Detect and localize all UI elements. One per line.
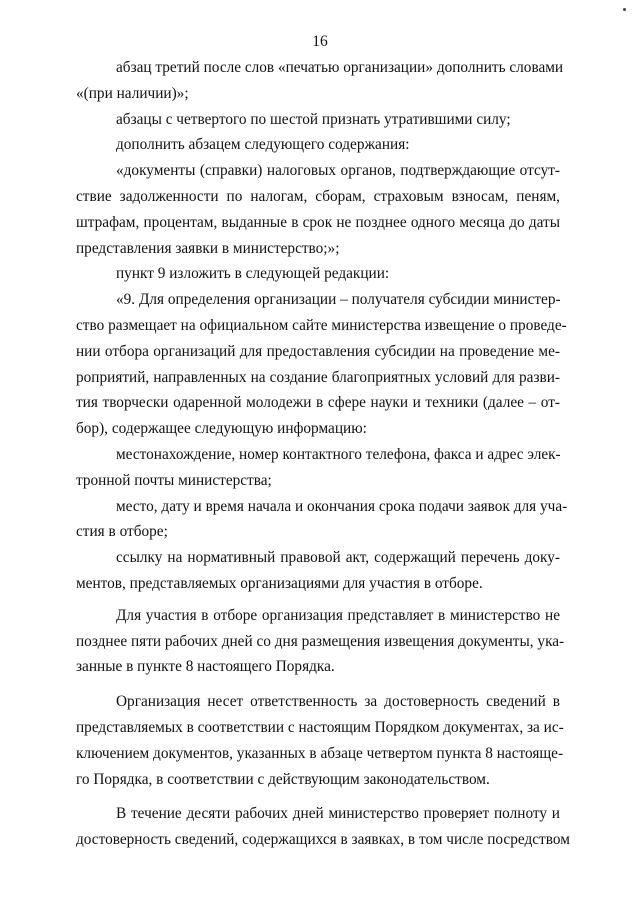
text-line: представления заявки в министерство;»; — [76, 239, 340, 257]
text-line: бор), содержащее следующую информацию: — [76, 420, 367, 438]
text-line: Организация несет ответственность за достоверность сведений в — [116, 693, 560, 711]
text-line: ментов, представляемых организациями для участия в отборе. — [76, 574, 483, 592]
text-line: место, дату и время начала и окончания срока подачи заявок для уча- — [116, 497, 568, 515]
text-line: го Порядка, в соответствии с действующим законодательством. — [76, 770, 490, 788]
text-line: нии отбора организаций для предоставления субсидии на проведение ме- — [76, 342, 560, 360]
text-line: тронной почты министерства; — [76, 471, 272, 489]
text-line: пункт 9 изложить в следующей редакции: — [116, 265, 390, 283]
text-line: представляемых в соответствии с настоящим Порядком документах, за ис- — [76, 718, 564, 736]
text-line: абзац третий после слов «печатью организации» дополнить словами — [116, 59, 564, 76]
text-line: «документы (справки) налоговых органов, подтверждающие отсут- — [116, 162, 560, 180]
text-line: позднее пяти рабочих дней со дня размещения извещения документы, ука- — [76, 632, 565, 650]
text-line: занные в пункте 8 настоящего Порядка. — [76, 658, 335, 676]
text-line: ство размещает на официальном сайте министерства извещение о проведе- — [76, 316, 567, 334]
text-line: штрафам, процентам, выданные в срок не позднее одного месяца до даты — [76, 213, 560, 231]
page-number: 16 — [312, 33, 328, 50]
text-line: дополнить абзацем следующего содержания: — [116, 136, 410, 154]
text-line: В течение десяти рабочих дней министерство проверяет полноту и — [116, 805, 560, 823]
text-line: ствие задолженности по налогам, сборам, страховым взносам, пеням, — [76, 187, 560, 205]
scan-dot-mark — [623, 8, 626, 11]
text-line: «(при наличии)»; — [76, 84, 189, 102]
text-line: Для участия в отборе организация представляет в министерство не — [116, 606, 560, 624]
document-body — [76, 55, 570, 853]
text-line: «9. Для определения организации – получателя субсидии министер- — [116, 291, 561, 309]
text-line: стия в отборе; — [76, 523, 168, 541]
text-line: роприятий, направленных на создание благоприятных условий для разви- — [76, 368, 560, 386]
text-line: достоверность сведений, содержащихся в заявках, в том числе посредством — [76, 831, 570, 849]
text-line: ссылку на нормативный правовой акт, содержащий перечень доку- — [116, 549, 560, 567]
text-line: абзацы с четвертого по шестой признать утратившими силу; — [116, 110, 511, 128]
text-line: ключением документов, указанных в абзаце четвертом пункта 8 настояще- — [76, 744, 564, 762]
text-line: местонахождение, номер контактного телефона, факса и адрес элек- — [116, 445, 561, 463]
text-line: тия творчески одаренной молодежи в сфере науки и техники (далее – от- — [76, 394, 560, 412]
